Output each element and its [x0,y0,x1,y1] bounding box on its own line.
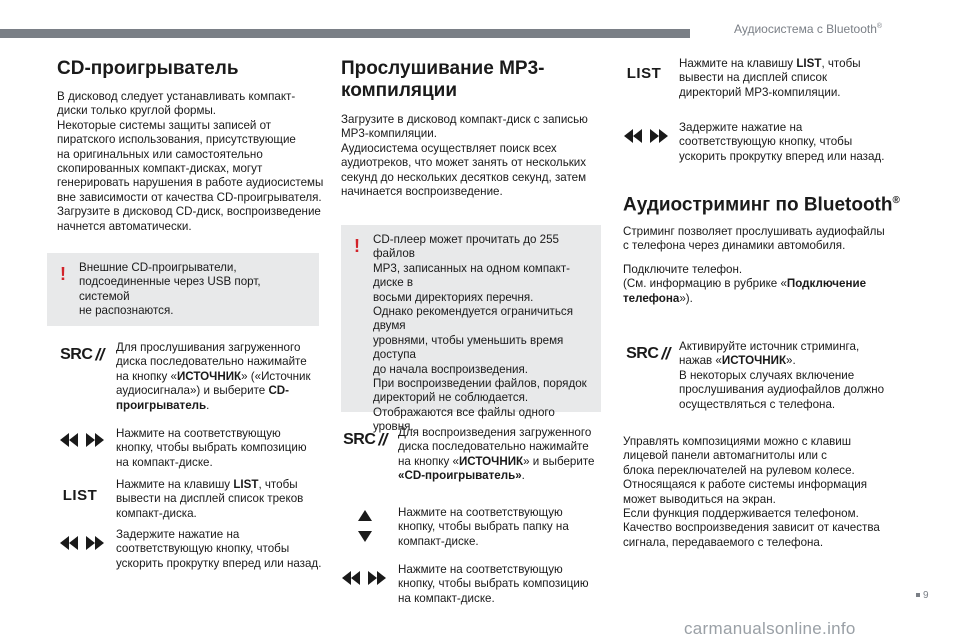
text-line: на компакт-диске. [116,455,213,469]
text-line: директорий не соблюдается. [373,391,529,405]
section-title-mp3 [341,58,544,102]
bluetooth-intro [623,225,893,254]
prev-next-track-icon [342,570,386,586]
text-line: вывести на дисплей список [679,71,828,85]
header-bar [0,29,690,38]
text-line: прослушивания аудиофайлов должно [679,383,885,397]
text-line: начинается воспроизведение. [341,185,503,199]
text-line: Однако рекомендуется ограничиться двумя [373,305,573,333]
text-line: диска последовательно нажимайте [116,355,307,369]
text-line: соответствующую кнопку, чтобы [116,542,290,556]
text-line: лицевой панели автомагнитолы или с [623,449,827,463]
text-line: скопированных компакт-дисках, могут [57,162,263,176]
note-text [373,225,593,435]
text-line: В некоторых случаях включение [679,368,855,382]
text-line: Если функция поддерживается телефоном. [623,507,859,521]
text-line: с телефона через динамики автомобиля. [623,239,846,253]
connect-phone-text [623,263,893,306]
src-instruction-cd [116,341,321,413]
title-line: компиляции [341,80,458,101]
text-line: на компакт-диске. [398,591,495,605]
text-line: на кнопку «ИСТОЧНИК» и выберите [398,454,595,468]
fast-scan-instruction-mp3 [679,121,894,164]
text-line: кнопку, чтобы выбрать композицию [116,441,307,455]
text-line: начнется автоматически. [57,219,192,233]
text-line: диска последовательно нажимайте [398,440,589,454]
text-line: на оригинальных или самостоятельно [57,147,263,161]
text-line: вне зависимости от качества CD-проигрывателя. [57,190,322,204]
text-line: генерировать нарушения в работе аудиосистемы [57,176,324,190]
text-line: Внешние CD-проигрыватели, [79,261,237,274]
warning-note-usb [47,253,319,326]
src-instruction-mp3 [398,426,603,484]
text-line: Отображаются все файлы одного уровня. [373,405,555,434]
src-button-icon: SRC // [60,345,104,364]
text-line: восьми директориях перечня. [373,290,534,304]
text-line: диски только круглой формы. [57,104,217,118]
text-line: кнопку, чтобы выбрать композицию [398,577,589,591]
text-line: Качество воспроизведения зависит от качества [623,521,880,535]
text-line: Подключите телефон. [623,263,743,276]
text-line: (См. информацию в рубрике «Подключение [623,277,867,291]
source-key-label: ИСТОЧНИК [458,454,524,468]
text-line: Для прослушивания загруженного [116,341,301,354]
text-line: сигнала, передаваемого с телефона. [623,535,824,549]
text-line: соответствующую кнопку, чтобы [679,135,853,149]
fast-forward-rewind-icon [624,128,668,144]
mp3-intro [341,113,606,199]
text-line: Активируйте источник стриминга, [679,340,860,353]
warning-icon: ! [354,236,360,256]
text-line: В дисковод следует устанавливать компакт- [57,90,296,103]
list-instruction-cd [116,478,321,521]
text-line: аудиосигнала») и выберите CD- [116,384,290,398]
page-number: 9 [916,590,929,601]
text-line: директорий MP3-компиляции. [679,85,841,99]
text-line: Задержите нажатие на [116,528,240,541]
section-title-cd: CD-проигрыватель [57,58,239,79]
text-line: нажав «ИСТОЧНИК». [679,354,796,368]
text-line: аудиотреков, что может занять от нескольких [341,156,587,170]
source-key-label: ИСТОЧНИК [176,369,242,383]
text-line: «CD-проигрыватель». [398,469,525,483]
text-line: MP3, записанных на одном компакт-диске в [373,261,570,290]
text-line: секунд до нескольких десятков секунд, затем [341,170,587,184]
section-title-bluetooth: Аудиостриминг по Bluetooth® [623,194,900,216]
text-line: компакт-диска. [116,506,197,520]
cross-reference-link[interactable]: Подключение [786,277,867,291]
text-line: Нажмите на клавишу LIST, чтобы [679,57,861,70]
text-line: подсоединенные через USB порт, системой [79,275,261,303]
text-line: Задержите нажатие на [679,121,803,134]
text-line: При воспроизведении файлов, порядок [373,377,587,391]
list-instruction-mp3 [679,57,889,100]
prev-next-track-icon [60,432,104,448]
src-button-icon: SRC // [626,344,670,363]
text-line: Нажмите на соответствующую [398,506,563,519]
text-line: Загрузите в дисковод CD-диск, воспроизведение [57,205,321,219]
src-button-icon: SRC // [343,430,387,449]
fast-forward-rewind-icon [60,535,104,551]
text-line: уровнями, чтобы уменьшить время доступа [373,333,564,362]
text-line: Для воспроизведения загруженного [398,426,592,439]
note-text [79,253,311,319]
up-down-folder-icon [355,510,375,542]
text-line: Стриминг позволяет прослушивать аудиофайлы [623,225,885,238]
text-line: осуществляться с телефона. [679,397,836,411]
list-button-icon: LIST [626,64,662,82]
text-line: блока переключателей на рулевом колесе. [623,463,855,477]
title-line: Прослушивание MP3- [341,58,545,79]
list-button-icon: LIST [62,486,98,504]
text-line: Нажмите на соответствующую [116,427,281,440]
down-arrow-icon [358,531,372,542]
cd-intro [57,90,327,234]
source-key-label: ИСТОЧНИК [721,354,787,368]
text-line: Нажмите на соответствующую [398,563,563,576]
up-arrow-icon [358,510,372,521]
text-line: Загрузите в дисковод компакт-диск с записью [341,113,588,126]
bluetooth-outro [623,435,898,550]
text-line: до начала воспроизведения. [373,362,529,376]
text-line: CD-плеер может прочитать до 255 файлов [373,233,560,261]
text-line: ускорить прокрутку вперед или назад. [679,149,885,163]
text-line: не распознаются. [79,304,174,318]
fast-scan-instruction-cd [116,528,326,571]
text-line: Относящаяся к работе системы информация [623,478,868,492]
text-line: проигрыватель. [116,398,210,412]
text-line: на кнопку «ИСТОЧНИК» («Источник [116,369,311,383]
cross-reference-link[interactable]: телефона [623,291,680,305]
text-line: ускорить прокрутку вперед или назад. [116,556,322,570]
text-line: может выводиться на экран. [623,492,776,506]
warning-icon: ! [60,264,66,284]
text-line: пиратского использования, присутствующие [57,133,296,147]
watermark: carmanualsonline.info [684,619,856,638]
src-instruction-bluetooth [679,340,894,412]
text-line: телефона»). [623,291,693,305]
text-line: Аудиосистема осуществляет поиск всех [341,141,557,155]
text-line: Управлять композициями можно с клавиш [623,435,852,448]
next-track-instruction [116,427,321,470]
text-line: Нажмите на клавишу LIST, чтобы [116,478,298,491]
folder-instruction [398,506,603,549]
page-header-title: Аудиосистема с Bluetooth® [734,22,883,36]
text-line: MP3-компиляции. [341,127,437,141]
text-line: Некоторые системы защиты записей от [57,118,272,132]
text-line: кнопку, чтобы выбрать папку на [398,520,569,534]
next-track-instruction-mp3 [398,563,603,606]
text-line: компакт-диске. [398,534,479,548]
text-line: вывести на дисплей список треков [116,492,304,506]
